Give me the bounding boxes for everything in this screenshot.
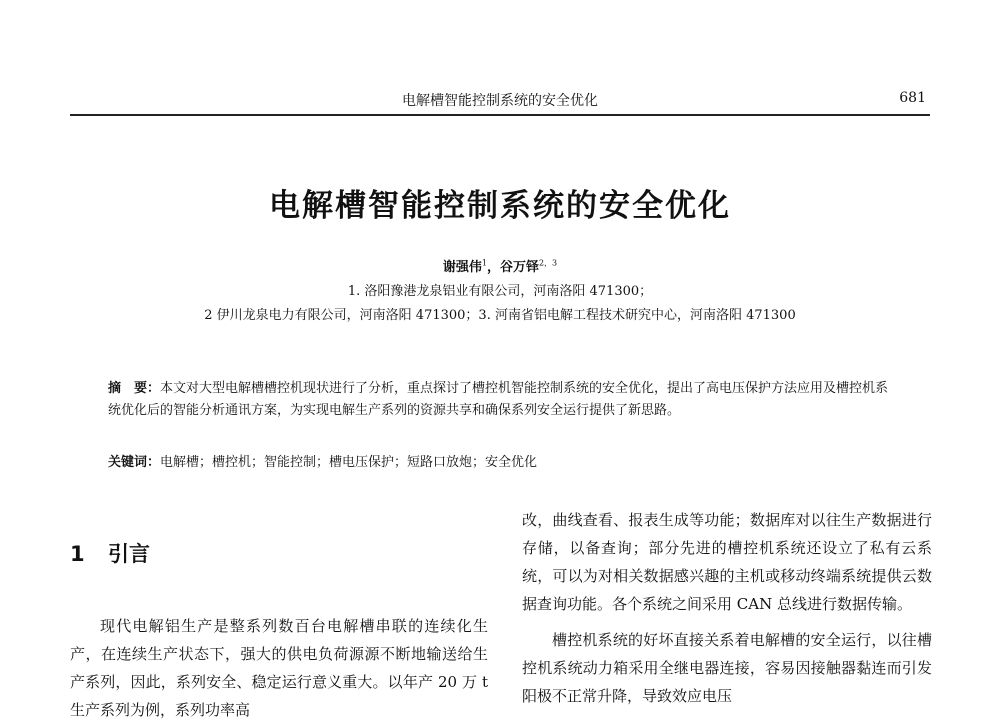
keywords-label: 关键词： [108, 455, 161, 470]
author-1: 谢强伟 [442, 260, 482, 275]
abstract-text: 本文对大型电解槽槽控机现状进行了分析，重点探讨了槽控机智能控制系统的安全优化，提出了高电压保护方法应用及槽控机系统优化后的智能分析通讯方案，为实现电解生产系列的资源共享和确保系列安全运行提供了新思路。 [108, 381, 889, 418]
affiliation-1: 1. 洛阳豫港龙泉铝业有限公司，河南洛阳 471300； [347, 284, 653, 299]
author-2: 谷万铎 [499, 260, 539, 275]
intro-paragraph: 现代电解铝生产是整系列数百台电解槽串联的连续化生产，在连续生产状态下，强大的供电负荷源源不断地输送给生产系列，因此，系列安全、稳定运行意义重大。以年产 20 万 t 生产系列为例，系列功率高 [70, 617, 488, 719]
author-1-affiliation-mark: 1 [481, 258, 487, 268]
running-title: 电解槽智能控制系统的安全优化 [402, 93, 598, 109]
right-column [522, 506, 932, 710]
section-number: 1 [70, 542, 85, 566]
keywords-text: 电解槽；槽控机；智能控制；槽电压保护；短路口放炮；安全优化 [160, 455, 538, 470]
author-2-affiliation-mark: 2，3 [538, 258, 558, 268]
paper-title: 电解槽智能控制系统的安全优化 [269, 188, 731, 224]
affiliation-2: 2 伊川龙泉电力有限公司，河南洛阳 471300；3. 河南省铝电解工程技术研究中心，河南洛阳 471300 [204, 308, 796, 323]
left-column [70, 538, 488, 719]
paragraph-2: 槽控机系统的好坏直接关系着电解槽的安全运行，以往槽控机系统动力箱采用全继电器连接，容易因接触器黏连而引发阳极不正常升降，导致效应电压 [522, 631, 932, 705]
running-header [70, 86, 930, 116]
abstract-label: 摘 要： [108, 381, 161, 396]
section-title: 引言 [108, 542, 150, 566]
abstract [108, 378, 898, 422]
page-number: 681 [899, 90, 926, 106]
author-separator: ， [486, 260, 500, 275]
continued-paragraph: 改，曲线查看、报表生成等功能；数据库对以往生产数据进行存储，以备查询；部分先进的槽控机系统还设立了私有云系统，可以为对相关数据感兴趣的主机或移动终端系统提供云数据查询功能。各个系统之间采用 CAN 总线进行数据传输。 [522, 511, 932, 613]
keywords [108, 452, 898, 474]
section-heading [70, 538, 488, 568]
authors [0, 256, 1000, 275]
